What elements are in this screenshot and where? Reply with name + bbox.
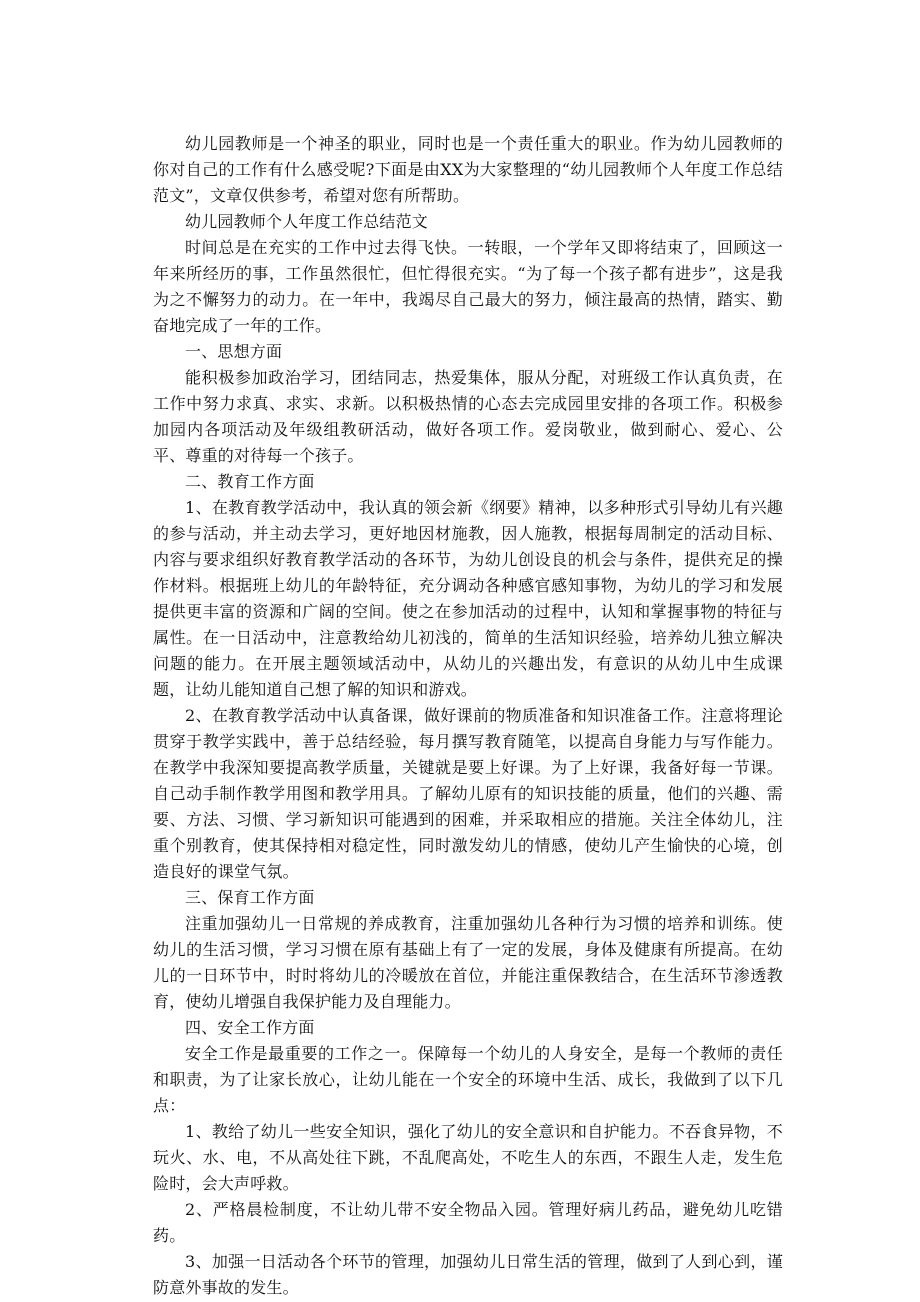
article-title: 幼儿园教师个人年度工作总结范文 xyxy=(185,212,429,231)
ideology-paragraph: 能积极参加政治学习，团结同志，热爱集体，服从分配，对班级工作认真负责，在工作中努力求真、求实、求新。以积极热情的心态去完成园里安排的各项工作。积极参加园内各项活动及年级组教研活动，做好各项工作。爱岗敬业，做到耐心、爱心、公平、尊重的对待每一个孩子。 xyxy=(153,368,783,465)
opening-paragraph: 时间总是在充实的工作中过去得飞快。一转眼，一个学年又即将结束了，回顾这一年来所经历的事，工作虽然很忙，但忙得很充实。“为了每一个孩子都有进步”，这是我为之不懈努力的动力。在一年中，我竭尽自己最大的努力，倾注最高的热情，踏实、勤奋地完成了一年的工作。 xyxy=(153,238,783,335)
safety-item-3: 3、加强一日活动各个环节的管理，加强幼儿日常生活的管理，做到了人到心到，谨防意外事故的发生。 xyxy=(153,1252,783,1297)
section-heading-ideology: 一、思想方面 xyxy=(185,342,283,361)
intro-paragraph: 幼儿园教师是一个神圣的职业，同时也是一个责任重大的职业。作为幼儿园教师的你对自己的工作有什么感受呢?下面是由XX为大家整理的“幼儿园教师个人年度工作总结范文”，文章仅供参考，希望对您有所帮助。 xyxy=(153,134,783,205)
safety-item-1: 1、教给了幼儿一些安全知识，强化了幼儿的安全意识和自护能力。不吞食异物，不玩火、水、电，不从高处往下跳，不乱爬高处，不吃生人的东西，不跟生人走，发生危险时，会大声呼救。 xyxy=(153,1122,783,1193)
section-heading-education: 二、教育工作方面 xyxy=(185,472,315,491)
safety-item-2: 2、严格晨检制度，不让幼儿带不安全物品入园。管理好病儿药品，避免幼儿吃错药。 xyxy=(153,1200,783,1245)
education-paragraph-1: 1、在教育教学活动中，我认真的领会新《纲要》精神，以多种形式引导幼儿有兴趣的参与活动，并主动去学习，更好地因材施教，因人施教，根据每周制定的活动目标、内容与要求组织好教育教学活动的各环节，为幼儿创设良的机会与条件，提供充足的操作材料。根据班上幼儿的年龄特征，充分调动各种感官感知事物，为幼儿的学习和发展提供更丰富的资源和广阔的空间。使之在参加活动的过程中，认知和掌握事物的特征与属性。在一日活动中，注意教给幼儿初浅的，简单的生活知识经验，培养幼儿独立解决问题的能力。在开展主题领域活动中，从幼儿的兴趣出发，有意识的从幼儿中生成课题，让幼儿能知道自己想了解的知识和游戏。 xyxy=(153,498,783,699)
document-body xyxy=(153,131,783,1301)
section-heading-safety: 四、安全工作方面 xyxy=(185,1018,315,1037)
care-paragraph: 注重加强幼儿一日常规的养成教育，注重加强幼儿各种行为习惯的培养和训练。使幼儿的生活习惯，学习习惯在原有基础上有了一定的发展，身体及健康有所提高。在幼儿的一日环节中，时时将幼儿的冷暖放在首位，并能注重保教结合，在生活环节渗透教育，使幼儿增强自我保护能力及自理能力。 xyxy=(153,914,783,1011)
safety-intro-paragraph: 安全工作是最重要的工作之一。保障每一个幼儿的人身安全，是每一个教师的责任和职责，为了让家长放心，让幼儿能在一个安全的环境中生活、成长，我做到了以下几点： xyxy=(153,1044,783,1115)
section-heading-care: 三、保育工作方面 xyxy=(185,888,315,907)
education-paragraph-2: 2、在教育教学活动中认真备课，做好课前的物质准备和知识准备工作。注意将理论贯穿于教学实践中，善于总结经验，每月撰写教育随笔，以提高自身能力与写作能力。在教学中我深知要提高教学质量，关键就是要上好课。为了上好课，我备好每一节课。自己动手制作教学用图和教学用具。了解幼儿原有的知识技能的质量，他们的兴趣、需要、方法、习惯、学习新知识可能遇到的困难，并采取相应的措施。关注全体幼儿，注重个别教育，使其保持相对稳定性，同时激发幼儿的情感，使幼儿产生愉快的心境，创造良好的课堂气氛。 xyxy=(153,706,783,881)
